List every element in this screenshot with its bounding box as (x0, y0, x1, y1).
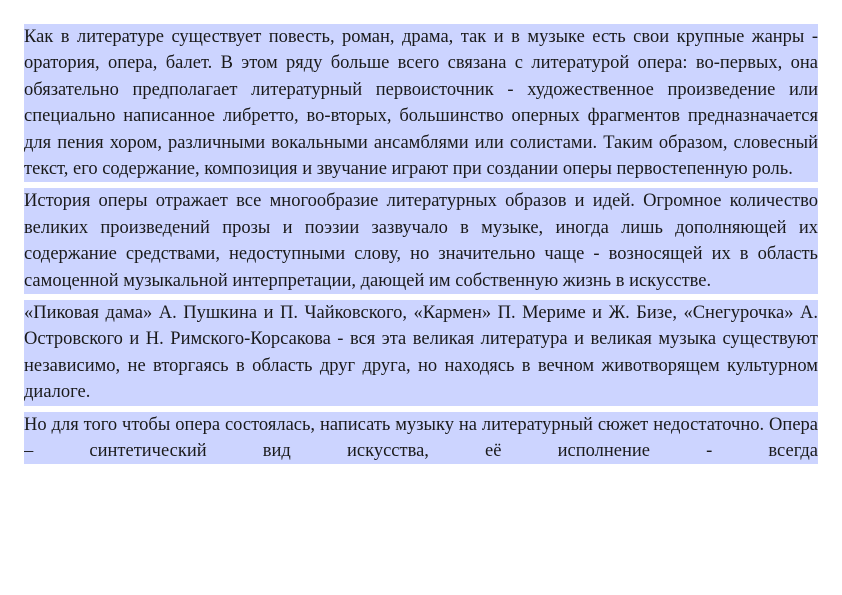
paragraph-opera-synthesis: Но для того чтобы опера состоялась, написать музыку на литературный сюжет недостаточно. Опера – синтетический вид искусства, её исполнение - всегда (24, 412, 818, 465)
document-page (24, 24, 818, 470)
paragraph-opera-genres: Как в литературе существует повесть, роман, драма, так и в музыке есть свои крупные жанры - оратория, опера, балет. В этом ряду больше всего связана с литературой опера: во-первых, она обязательно предполагает литературный первоисточник - художественное произведение или специально написанное либретто, во-вторых, большинство оперных фрагментов предназначается для пения хором, различными вокальными ансамблями или солистами. Таким образом, словесный текст, его содержание, композиция и звучание играют при создании оперы первостепенную роль. (24, 24, 818, 182)
paragraph-opera-examples: «Пиковая дама» А. Пушкина и П. Чайковского, «Кармен» П. Мериме и Ж. Бизе, «Снегурочка» А. Островского и Н. Римского-Корсакова - вся эта великая литература и великая музыка существуют независимо, не вторгаясь в область друг друга, но находясь в вечном животворящем культурном диалоге. (24, 300, 818, 406)
paragraph-opera-history: История оперы отражает все многообразие литературных образов и идей. Огромное количество великих произведений прозы и поэзии зазвучало в музыке, иногда лишь дополняющей их содержание средствами, недоступными слову, но значительно чаще - возносящей их в область самоценной музыкальной интерпретации, дающей им собственную жизнь в искусстве. (24, 188, 818, 294)
